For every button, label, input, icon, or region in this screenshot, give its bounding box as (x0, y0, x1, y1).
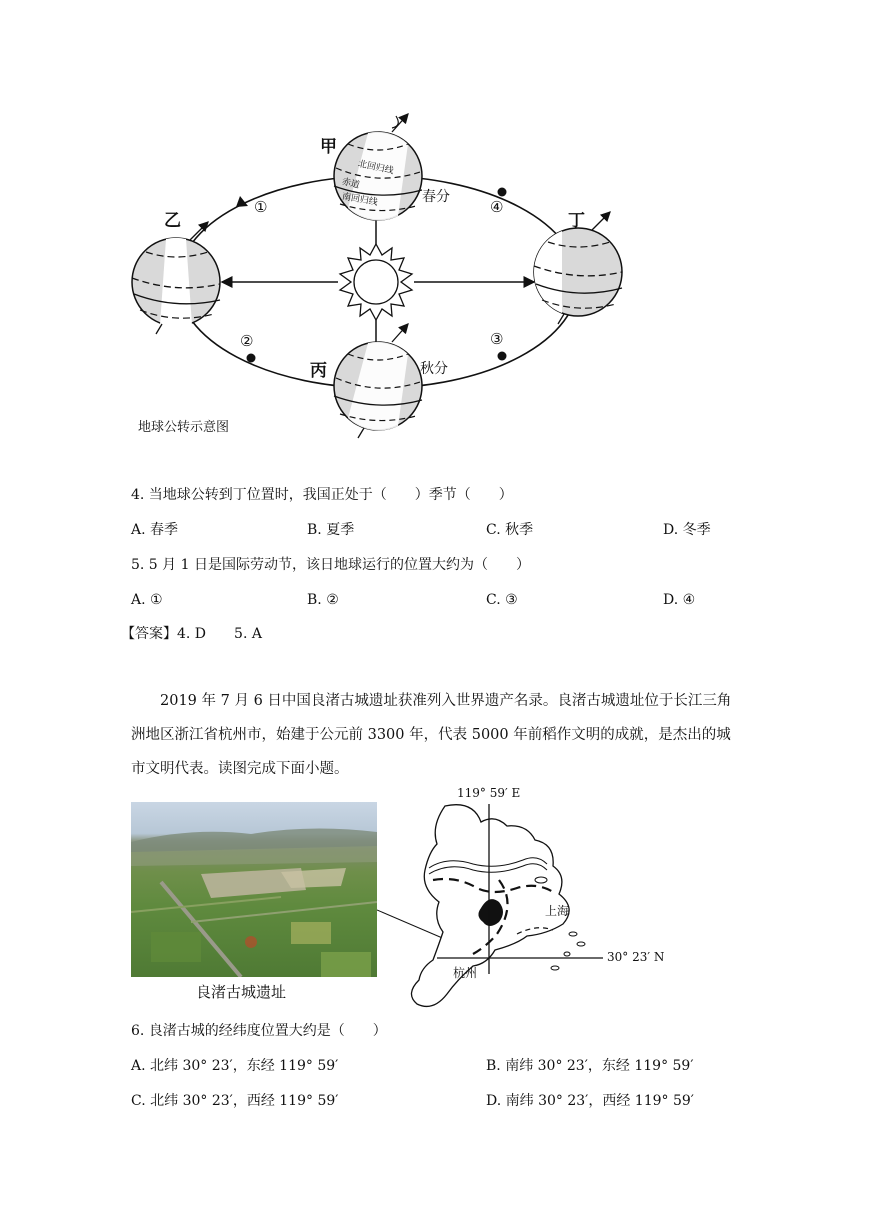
passage-text: 2019 年 7 月 6 日中国良渚古城遗址获准列入世界遗产名录。良渚古城遗址位于长江三角洲地区浙江省杭州市，始建于公元前 3300 年，代表 5000 年前稻作文明的成就，是杰出的城市文明代表。读图完成下面小题。 (131, 693, 732, 777)
photo-caption: 良渚古城遗址 (196, 983, 287, 1001)
q6-option-d: D. 南纬 30° 23′，西经 119° 59′ (486, 1093, 694, 1109)
label-autumn-equinox: 秋分 (420, 361, 448, 377)
city-shanghai: 上海 (545, 904, 570, 918)
liangzhu-photo (131, 802, 377, 977)
figure1-caption: 地球公转示意图 (138, 420, 230, 435)
label-equator: 赤道 (340, 176, 361, 191)
q4-option-b: B. 夏季 (307, 522, 355, 538)
earth-yi (132, 222, 220, 334)
marker-3: ③ (490, 330, 504, 348)
longitude-label: 119° 59′ E (457, 786, 521, 800)
q5-option-d: D. ④ (663, 592, 696, 608)
label-yi: 乙 (164, 211, 181, 231)
city-hangzhou: 杭州 (453, 966, 478, 980)
liangzhu-photo-art (131, 802, 377, 977)
q4-option-a: A. 春季 (131, 522, 179, 538)
answer-line: 【答案】4. D 5. A (121, 626, 262, 642)
label-tropic-cancer: 北回归线 (357, 159, 395, 177)
q5-option-a: A. ① (131, 592, 163, 608)
revolution-diagram (120, 110, 640, 440)
q5-option-c: C. ③ (486, 592, 518, 608)
q6-option-a: A. 北纬 30° 23′，东经 119° 59′ (131, 1058, 339, 1074)
q6-option-c: C. 北纬 30° 23′，西经 119° 59′ (131, 1093, 339, 1109)
latitude-label: 30° 23′ N (607, 950, 665, 964)
q4-stem: 4. 当地球公转到丁位置时，我国正处于（ ）季节（ ） (131, 487, 513, 503)
marker-dot-4 (498, 188, 507, 197)
location-map-svg (377, 784, 677, 1016)
q4-option-d: D. 冬季 (663, 522, 711, 538)
marker-dot-3 (498, 352, 507, 361)
revolution-diagram-svg (120, 110, 640, 440)
marker-2: ② (240, 332, 254, 350)
label-spring-equinox: 春分 (422, 189, 450, 205)
label-jia: 甲 (320, 137, 337, 157)
marker-1: ① (254, 198, 268, 216)
location-map (377, 784, 677, 1016)
q4-option-c: C. 秋季 (486, 522, 534, 538)
earth-bing (334, 324, 422, 438)
label-bing: 丙 (310, 361, 327, 381)
q5-option-b: B. ② (307, 592, 339, 608)
sun-icon (340, 244, 412, 320)
q6-stem: 6. 良渚古城的经纬度位置大约是（ ） (131, 1023, 387, 1039)
q6-option-b: B. 南纬 30° 23′，东经 119° 59′ (486, 1058, 694, 1074)
label-ding: 丁 (568, 211, 585, 231)
q5-stem: 5. 5 月 1 日是国际劳动节，该日地球运行的位置大约为（ ） (131, 557, 530, 573)
label-tropic-capricorn: 南回归线 (341, 191, 379, 209)
marker-4: ④ (490, 198, 504, 216)
marker-dot-2 (247, 354, 256, 363)
